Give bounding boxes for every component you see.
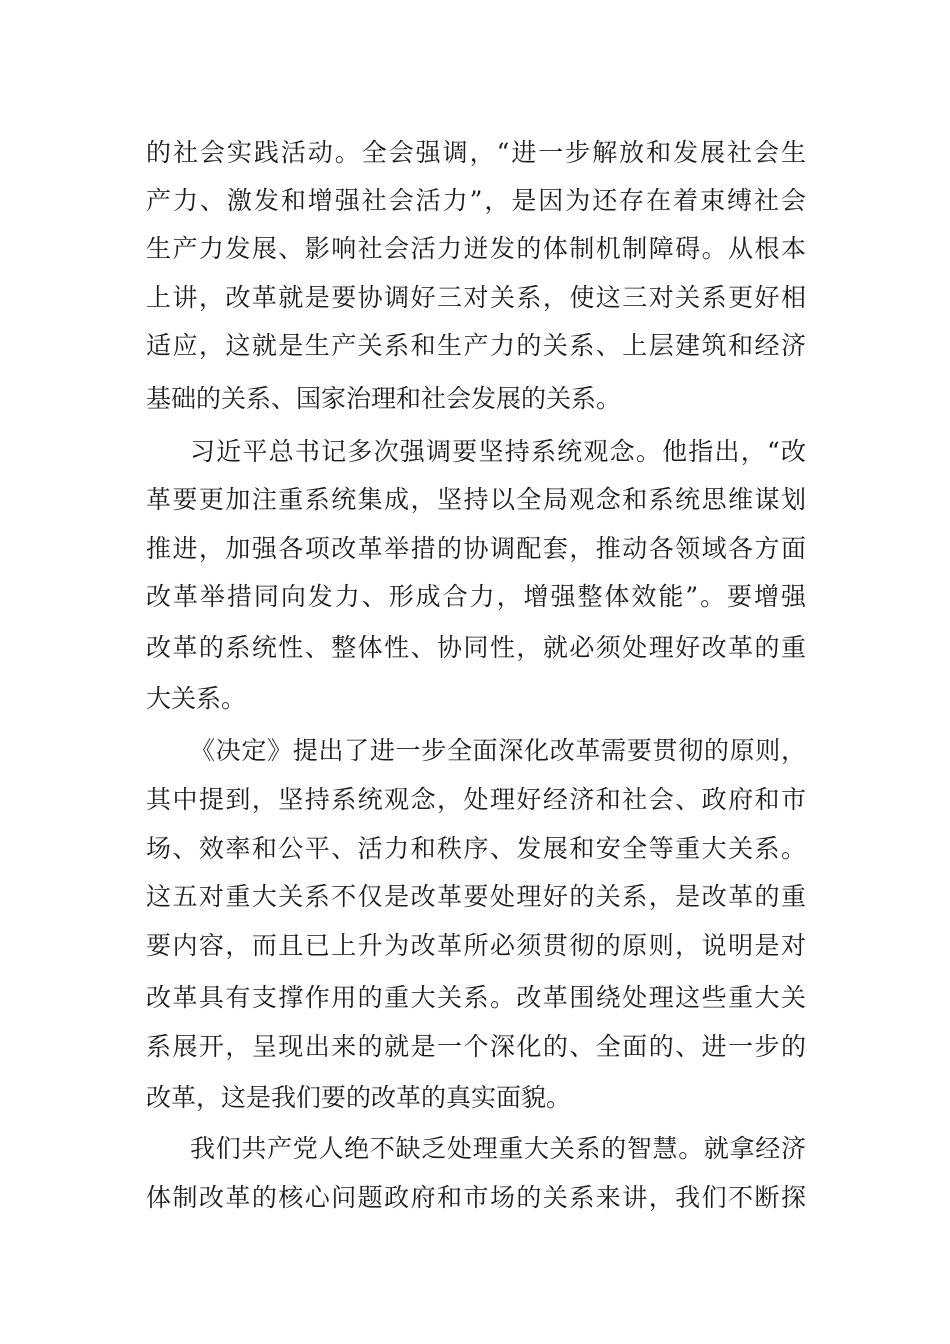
paragraph-first-line: 我们共产党人绝不缺乏处理重大关系的智慧。就拿经济: [190, 1134, 806, 1163]
text-line: 体制改革的核心问题政府和市场的关系来讲，我们不断探: [146, 1183, 806, 1212]
text-line: 生产力发展、影响社会活力迸发的体制机制障碍。从根本: [146, 234, 806, 263]
text-line: 改革具有支撑作用的重大关系。改革围绕处理这些重大关: [146, 983, 806, 1012]
text-line: 上讲，改革就是要协调好三对关系，使这三对关系更好相: [146, 283, 806, 312]
paragraph-first-line: 习近平总书记多次强调要坚持系统观念。他指出，“改: [190, 437, 806, 466]
text-line: 改革的系统性、整体性、协同性，就必须处理好改革的重: [146, 633, 806, 662]
paragraph-first-line: 《决定》提出了进一步全面深化改革需要贯彻的原则，: [190, 736, 806, 765]
text-line: 的社会实践活动。全会强调，“进一步解放和发展社会生: [146, 138, 806, 167]
text-line: 改革，这是我们要的改革的真实面貌。: [146, 1083, 572, 1112]
text-line: 改革举措同向发力、形成合力，增强整体效能”。要增强: [146, 582, 806, 611]
text-line: 产力、激发和增强社会活力”，是因为还存在着束缚社会: [146, 186, 806, 215]
text-line: 大关系。: [146, 684, 247, 713]
text-line: 其中提到，坚持系统观念，处理好经济和社会、政府和市: [146, 785, 806, 814]
text-line: 革要更加注重系统集成，坚持以全局观念和系统思维谋划: [146, 485, 806, 514]
text-line: 要内容，而且已上升为改革所必须贯彻的原则，说明是对: [146, 931, 806, 960]
text-line: 基础的关系、国家治理和社会发展的关系。: [146, 384, 622, 413]
text-line: 场、效率和公平、活力和秩序、发展和安全等重大关系。: [146, 834, 806, 863]
text-line: 系展开，呈现出来的就是一个深化的、全面的、进一步的: [146, 1032, 806, 1061]
text-line: 这五对重大关系不仅是改革要处理好的关系，是改革的重: [146, 882, 806, 911]
text-line: 适应，这就是生产关系和生产力的关系、上层建筑和经济: [146, 331, 806, 360]
text-line: 推进，加强各项改革举措的协调配套，推动各领域各方面: [146, 534, 806, 563]
